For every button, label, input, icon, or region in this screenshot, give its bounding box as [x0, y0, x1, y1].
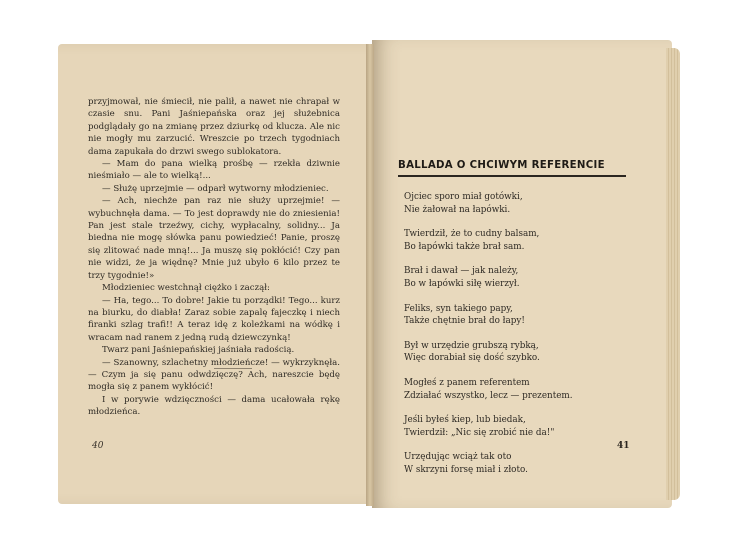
verse-line: Więc dorabiał się dość szybko.: [404, 353, 540, 364]
stanza: [404, 340, 624, 365]
verse-line: Był w urzędzie grubszą rybką,: [404, 340, 539, 351]
paragraph: — Służę uprzejmie — odparł wytworny młodzieniec.: [102, 183, 329, 194]
paragraph: przyjmował, nie śmiecił, nie palił, a nawet nie chrapał w czasie snu. Pani Jaśniepańska oraz jej służebnica podglądały go na zmianę przez dziurkę od klucza. Ale nic nie mogły mu zarzucić. Wreszcie po trzech tygodniach dama zapukała do drzwi swego sublokatora.: [88, 97, 340, 157]
verse-line: Urzędując wciąż tak oto: [404, 452, 512, 463]
verse-line: W skrzyni forsę miał i złoto.: [404, 464, 528, 475]
verse-line: Nie żałował na łapówki.: [404, 204, 511, 215]
paragraph: — Ach, niechże pan raz nie służy uprzejmie! — wybuchnęła dama. — To jest doprawdy nie do zniesienia! Pan jest stale trzeźwy, cichy, wypłacalny, solidny... Ja biedna nie mogę słówka panu powiedzieć! Panie, proszę się zlitować nade mną!... Ja muszę się pokłócić! Czy pan nie widzi, że ja więdnę? Mnie już ubyło 6 kilo przez te trzy tygodnie!»: [88, 196, 340, 281]
verse-line: Twierdził: „Nic się zrobić nie da!": [404, 427, 555, 438]
page-number-right: 41: [617, 441, 630, 451]
verse-line: Mogłeś z panem referentem: [404, 377, 530, 388]
book-spine: [366, 44, 374, 506]
verse-line: Zdziałać wszystko, lecz — prezentem.: [404, 390, 573, 401]
verse-line: Twierdził, że to cudny balsam,: [404, 229, 540, 240]
paragraph: — Mam do pana wielką prośbę — rzekła dziwnie nieśmiało — ale to wielką!...: [88, 159, 340, 182]
verse-line: Feliks, syn takiego papy,: [404, 303, 513, 314]
stanza: [404, 377, 624, 402]
verse-line: Jeśli byłeś kiep, lub biedak,: [404, 415, 526, 426]
left-page-text: [88, 96, 340, 419]
paragraph: Twarz pani Jaśniepańskiej jaśniała radością.: [102, 345, 295, 356]
paragraph: Młodzieniec westchnął ciężko i zaczął:: [102, 283, 270, 294]
page-edges: [666, 48, 680, 500]
page-number-left: 40: [92, 441, 104, 451]
stanza: [404, 265, 624, 290]
verse-line: Bo łapówki także brał sam.: [404, 241, 525, 252]
poem-title: BALLADA O CHCIWYM REFERENCIE: [398, 160, 605, 171]
stanza: [404, 414, 624, 439]
section-divider: [214, 368, 252, 369]
stanza: [404, 451, 624, 476]
title-underline: [398, 175, 626, 177]
verse-line: Brał i dawał — jak należy,: [404, 266, 519, 277]
paragraph: — Szanowny, szlachetny młodzieńcze! — wykrzyknęła. — Czym ja się panu odwdzięczę? Ach, nareszcie będę mogła się z panem wykłócić!: [88, 357, 340, 393]
paragraph: I w porywie wdzięczności — dama ucałowała rękę młodzieńca.: [88, 394, 340, 418]
stanza: [404, 191, 624, 216]
stanza: [404, 228, 624, 253]
poem: [404, 191, 624, 489]
paragraph: — Ha, tego... To dobre! Jakie tu porządki! Tego... kurz na biurku, do diabła! Zaraz sobie zapalę fajeczkę i niech firanki szlag trafi!! A teraz idę z koleżkami na wódkę i wracam nad ranem z jedną rudą dziewczynką!: [88, 295, 340, 343]
verse-line: Ojciec sporo miał gotówki,: [404, 192, 523, 202]
verse-line: Także chętnie brał do łapy!: [404, 316, 525, 327]
verse-line: Bo w łapówki siłę wierzył.: [404, 278, 520, 289]
stanza: [404, 303, 624, 328]
